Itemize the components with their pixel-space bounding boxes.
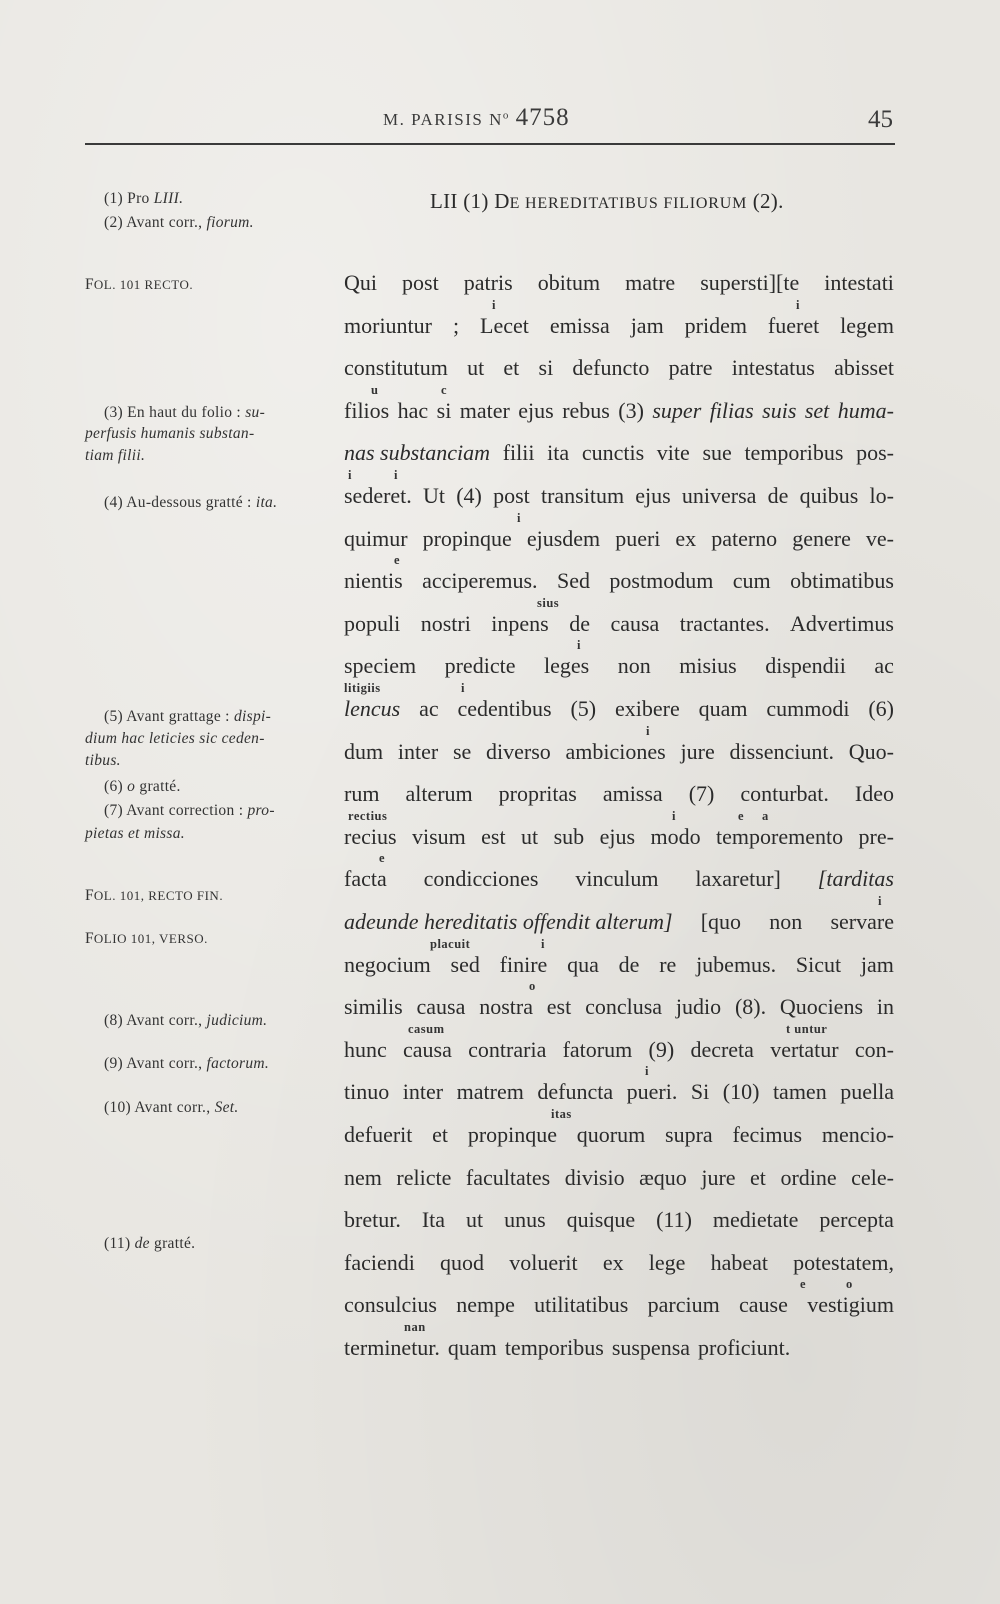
word: Lecet — [480, 312, 529, 338]
text-line — [344, 781, 894, 807]
word: dissenciunt. — [729, 738, 834, 764]
word: Ideo — [854, 781, 894, 807]
word: nempe — [456, 1292, 515, 1318]
word: quod — [440, 1249, 485, 1275]
interlinear-correction: e — [800, 1277, 807, 1292]
header-rule — [85, 143, 895, 145]
word: bretur. — [344, 1207, 401, 1233]
word: relicte — [396, 1164, 452, 1190]
interlinear-correction: i — [461, 681, 465, 695]
word: speciem — [344, 653, 417, 679]
word: terminetur. — [344, 1335, 440, 1360]
text-line — [344, 994, 894, 1020]
word: jubemus. — [696, 951, 777, 977]
interlinear-correction: i — [878, 894, 882, 908]
word: Si — [690, 1079, 710, 1105]
text-line — [344, 653, 894, 679]
note-11: (11) de gratté. — [104, 1235, 196, 1252]
note-5-cont: dium hac leticies sic ceden- — [85, 730, 265, 747]
word: defuerit — [344, 1122, 413, 1147]
word: (4) — [456, 483, 482, 508]
word: conclusa — [585, 994, 663, 1020]
word: decreta — [690, 1036, 754, 1062]
word: puella — [840, 1079, 894, 1105]
interlinear-correction: o — [529, 979, 536, 994]
text-line — [344, 398, 894, 424]
word: acciperemus. — [422, 568, 538, 594]
word: obitum — [537, 270, 601, 295]
word: lo- — [869, 483, 894, 508]
word: ex — [602, 1249, 624, 1275]
word: ejus — [518, 397, 554, 423]
word: defuncto — [572, 355, 650, 381]
interlinear-correction: a — [762, 808, 769, 823]
word: contraria — [468, 1036, 547, 1062]
text-line — [344, 866, 894, 892]
word: cause — [739, 1292, 788, 1318]
note-3-cont: perfusis humanis substan- — [85, 425, 255, 442]
interlinear-correction: rectius — [348, 808, 388, 823]
word: tractantes. — [679, 610, 770, 636]
interlinear-correction: i — [672, 808, 676, 823]
word: filios — [344, 397, 390, 423]
word: recius — [344, 823, 397, 849]
text-line — [344, 483, 894, 509]
text-line — [344, 568, 894, 594]
interlinear-correction: placuit — [430, 936, 471, 951]
text-line — [344, 1250, 894, 1276]
word: non — [769, 909, 803, 934]
word: quorum — [576, 1122, 646, 1147]
word: inpens — [491, 610, 549, 636]
word: (9) — [648, 1036, 675, 1062]
note-2: (2) Avant corr., fiorum. — [104, 214, 254, 231]
word: [quo — [700, 909, 742, 934]
text-line — [344, 1037, 894, 1063]
page-number: 45 — [868, 106, 893, 133]
word: transitum — [540, 483, 625, 508]
word: paterno — [711, 525, 778, 551]
word: temporibus — [744, 440, 844, 466]
word: ac — [874, 653, 894, 679]
word: Ita — [421, 1207, 446, 1233]
running-title: M. PARISIS $N^o$ 4758 — [383, 104, 570, 131]
note-7-cont: pietas et missa. — [85, 825, 185, 842]
word: matrem — [456, 1079, 524, 1105]
word: quimur — [344, 525, 408, 551]
word: non — [617, 653, 651, 679]
text-line — [344, 952, 894, 978]
word: ita — [547, 440, 570, 466]
word: vite — [656, 440, 690, 466]
note-6: (6) o gratté. — [104, 778, 181, 795]
word: intestati — [824, 270, 894, 295]
word: ut — [521, 823, 539, 849]
word: set — [804, 397, 830, 423]
word: Quociens — [779, 994, 864, 1020]
word: divisio — [564, 1164, 625, 1190]
text-line — [344, 1207, 894, 1233]
word: nientis — [344, 568, 403, 594]
text-line — [344, 1165, 894, 1191]
text-line — [344, 824, 894, 850]
word: judio — [675, 994, 722, 1020]
word: si — [538, 355, 554, 381]
word: Sicut — [795, 951, 842, 977]
note-7: (7) Avant correction : pro- — [104, 802, 275, 819]
folio-101-verso: FOLIO 101, VERSO. — [85, 930, 208, 947]
note-9: (9) Avant corr., factorum. — [104, 1055, 270, 1072]
word: rum — [344, 781, 380, 807]
word: rebus — [562, 397, 610, 423]
interlinear-correction: casum — [408, 1021, 445, 1036]
word: de — [618, 951, 640, 977]
word: utilitatibus — [534, 1292, 629, 1318]
word: pueri — [615, 525, 661, 551]
word: parcium — [647, 1292, 720, 1318]
word: cum — [732, 568, 771, 594]
word: vertatur — [770, 1036, 839, 1062]
word: ex — [675, 525, 697, 551]
interlinear-correction: e — [394, 553, 401, 568]
word: cele- — [851, 1164, 894, 1190]
word: con- — [854, 1036, 894, 1062]
interlinear-correction: i — [541, 936, 545, 951]
word: ; — [452, 312, 460, 338]
text-line — [344, 909, 894, 935]
word: nas substanciam — [344, 440, 491, 466]
word: tinuo — [344, 1079, 390, 1105]
note-1: (1) Pro LIII. — [104, 190, 184, 207]
folio-101-recto-fin: FOL. 101, RECTO FIN. — [85, 887, 224, 904]
word: predicte — [444, 653, 516, 679]
interlinear-correction: i — [646, 723, 650, 738]
word: (10) — [722, 1079, 760, 1105]
word: post — [402, 270, 439, 295]
word: (8). — [734, 994, 767, 1020]
word: tamen — [772, 1079, 827, 1105]
word: inter — [397, 738, 439, 764]
word: filias — [709, 397, 754, 423]
section-title: LII (1) DE HEREDITATIBUS FILIORUM (2). — [430, 189, 784, 213]
word: patris — [463, 270, 513, 295]
text-line — [344, 1079, 894, 1105]
word: misius — [679, 653, 737, 679]
word: post — [493, 483, 530, 508]
word: nostra — [479, 994, 533, 1020]
word: obtimatibus — [790, 568, 894, 594]
note-4: (4) Au-dessous gratté : ita. — [104, 494, 278, 511]
word: ambiciones — [565, 738, 666, 764]
word: nostri — [420, 610, 471, 636]
word: faciendi — [344, 1249, 415, 1275]
word: de — [569, 610, 590, 636]
note-8: (8) Avant corr., judicium. — [104, 1012, 268, 1029]
word: Sed — [556, 568, 590, 594]
word: inter — [402, 1079, 444, 1105]
word: Advertimus — [790, 610, 894, 636]
word: adeunde hereditatis offendit alterum] — [344, 909, 673, 934]
word: unus — [504, 1207, 546, 1233]
word: de — [767, 483, 789, 508]
interlinear-correction: litigiis — [344, 681, 381, 695]
word: ut — [466, 1207, 484, 1233]
word: propinque — [467, 1122, 558, 1147]
word: (5) — [570, 696, 597, 721]
interlinear-correction: c — [441, 382, 448, 397]
word: pre- — [858, 823, 894, 849]
interlinear-correction: e — [379, 851, 386, 866]
word: (7) — [688, 781, 715, 807]
word: abisset — [834, 355, 894, 381]
interlinear-correction: i — [517, 510, 521, 525]
word: populi — [344, 610, 401, 636]
word: est — [481, 823, 506, 849]
word: cedentibus — [457, 696, 552, 721]
word: quibus — [799, 483, 859, 508]
folio-101-recto: FOL. 101 RECTO. — [85, 276, 194, 293]
word: genere — [792, 525, 851, 551]
interlinear-correction: u — [371, 382, 379, 397]
word: hac — [397, 397, 429, 423]
note-5: (5) Avant grattage : dispi- — [104, 708, 272, 725]
word: jam — [860, 951, 894, 977]
text-line — [344, 739, 894, 765]
word: sed — [450, 951, 480, 977]
word: ut — [467, 355, 485, 381]
word: hunc — [344, 1036, 387, 1062]
note-10: (10) Avant corr., Set. — [104, 1099, 239, 1116]
interlinear-correction: i — [645, 1064, 649, 1079]
word: jure — [680, 738, 715, 764]
word: lege — [648, 1249, 686, 1275]
text-line — [344, 1122, 894, 1148]
word: emissa — [549, 312, 610, 338]
interlinear-correction: itas — [551, 1107, 572, 1121]
word: potestatem, — [793, 1249, 894, 1275]
word: sub — [553, 823, 585, 849]
word: supra — [665, 1122, 713, 1147]
word: (11) — [656, 1207, 692, 1233]
word: negocium — [344, 951, 431, 977]
text-line — [344, 440, 894, 466]
note-3-cont2: tiam filii. — [85, 447, 146, 464]
word: suis — [762, 397, 797, 423]
word: constitutum — [344, 355, 448, 381]
interlinear-correction: nan — [404, 1320, 426, 1334]
word: facultates — [465, 1164, 551, 1190]
word: suspensa — [611, 1335, 691, 1360]
word: percepta — [819, 1207, 894, 1233]
note-3: (3) En haut du folio : su- — [104, 404, 266, 421]
interlinear-correction: o — [846, 1277, 853, 1292]
word: Ut — [423, 483, 445, 508]
word: pridem — [684, 312, 747, 338]
word: lencus — [344, 696, 401, 721]
word: pueri. — [626, 1079, 678, 1105]
word: habeat — [710, 1249, 768, 1275]
word: huma- — [837, 397, 894, 423]
interlinear-correction: i — [492, 297, 496, 312]
word: ejusdem — [526, 525, 601, 551]
word: conturbat. — [740, 781, 829, 807]
word: quam — [447, 1335, 497, 1360]
word: fatorum — [562, 1036, 633, 1062]
text-line — [344, 611, 894, 637]
interlinear-correction: i — [796, 297, 800, 312]
word: legem — [840, 312, 894, 338]
word: modo — [650, 823, 701, 849]
note-5-cont2: tibus. — [85, 752, 121, 769]
word: dispendii — [765, 653, 846, 679]
word: et — [503, 355, 520, 381]
word: postmodum — [609, 568, 714, 594]
word: condicciones — [423, 866, 539, 892]
interlinear-correction: i — [577, 638, 581, 653]
word: vestigium — [807, 1292, 894, 1318]
text-line — [344, 355, 894, 381]
word: nem — [344, 1164, 382, 1190]
interlinear-correction: t untur — [786, 1021, 828, 1036]
word: super — [652, 397, 702, 423]
word: intestatus — [731, 355, 815, 381]
word: qua — [567, 951, 599, 977]
word: vinculum — [575, 866, 659, 892]
word: voluerit — [509, 1249, 578, 1275]
word: cunctis — [581, 440, 645, 466]
word: (6) — [868, 696, 894, 721]
word: mater — [459, 397, 510, 423]
word: laxaretur] — [695, 866, 781, 892]
word: patre — [668, 355, 713, 381]
word: quam — [698, 696, 748, 721]
text-line — [344, 1292, 894, 1318]
word: ejus — [635, 483, 671, 508]
word: defuncta — [537, 1079, 614, 1105]
word: sue — [702, 440, 732, 466]
word: causa — [610, 610, 660, 636]
word: fueret — [767, 312, 820, 338]
word: visum — [411, 823, 466, 849]
word: in — [876, 994, 894, 1020]
word: Quo- — [848, 738, 894, 764]
word: sederet. — [344, 483, 412, 508]
word: et — [432, 1122, 449, 1147]
word: temporibus — [504, 1335, 604, 1360]
word: ejus — [599, 823, 636, 849]
word: servare — [830, 909, 894, 934]
interlinear-correction: e — [738, 808, 745, 823]
word: mencio- — [821, 1122, 894, 1147]
word: jam — [630, 312, 664, 338]
word: finire — [499, 951, 548, 977]
word: causa — [403, 1036, 452, 1062]
text-line — [344, 1335, 894, 1361]
word: jure — [701, 1164, 736, 1190]
word: amissa — [602, 781, 663, 807]
word: ve- — [865, 525, 894, 551]
word: temporemento — [716, 823, 844, 849]
word: medietate — [712, 1207, 799, 1233]
word: ordine — [780, 1164, 837, 1190]
word: (3) — [618, 397, 644, 423]
word: propritas — [498, 781, 577, 807]
word: matre — [625, 270, 676, 295]
word: consulcius — [344, 1292, 437, 1318]
word: diverso — [486, 738, 551, 764]
word: universa — [681, 483, 757, 508]
word: supersti][te — [700, 270, 800, 295]
word: si — [436, 397, 452, 423]
word: fecimus — [732, 1122, 803, 1147]
word: moriuntur — [344, 312, 432, 338]
word: [tarditas — [817, 866, 894, 892]
text-line — [344, 270, 894, 296]
word: facta — [344, 866, 387, 892]
word: filii — [502, 440, 535, 466]
word: dum — [344, 738, 384, 764]
text-line — [344, 696, 894, 722]
word: est — [546, 994, 572, 1020]
word: re — [659, 951, 677, 977]
word: causa — [416, 994, 466, 1020]
word: pos- — [856, 440, 894, 466]
word: æquo — [639, 1164, 687, 1190]
word: similis — [344, 994, 403, 1020]
word: proficiunt. — [698, 1335, 791, 1360]
word: cummodi — [766, 696, 850, 721]
interlinear-correction: sius — [537, 595, 560, 610]
interlinear-correction: i — [394, 468, 398, 482]
word: ac — [419, 696, 439, 721]
word: alterum — [405, 781, 473, 807]
text-line — [344, 313, 894, 339]
word: leges — [543, 653, 590, 679]
text-line — [344, 526, 894, 552]
word: quisque — [566, 1207, 636, 1233]
word: propinque — [422, 525, 512, 551]
word: Qui — [344, 270, 377, 295]
word: et — [750, 1164, 766, 1190]
word: exibere — [614, 696, 680, 721]
interlinear-correction: i — [348, 468, 352, 482]
word: se — [452, 738, 472, 764]
